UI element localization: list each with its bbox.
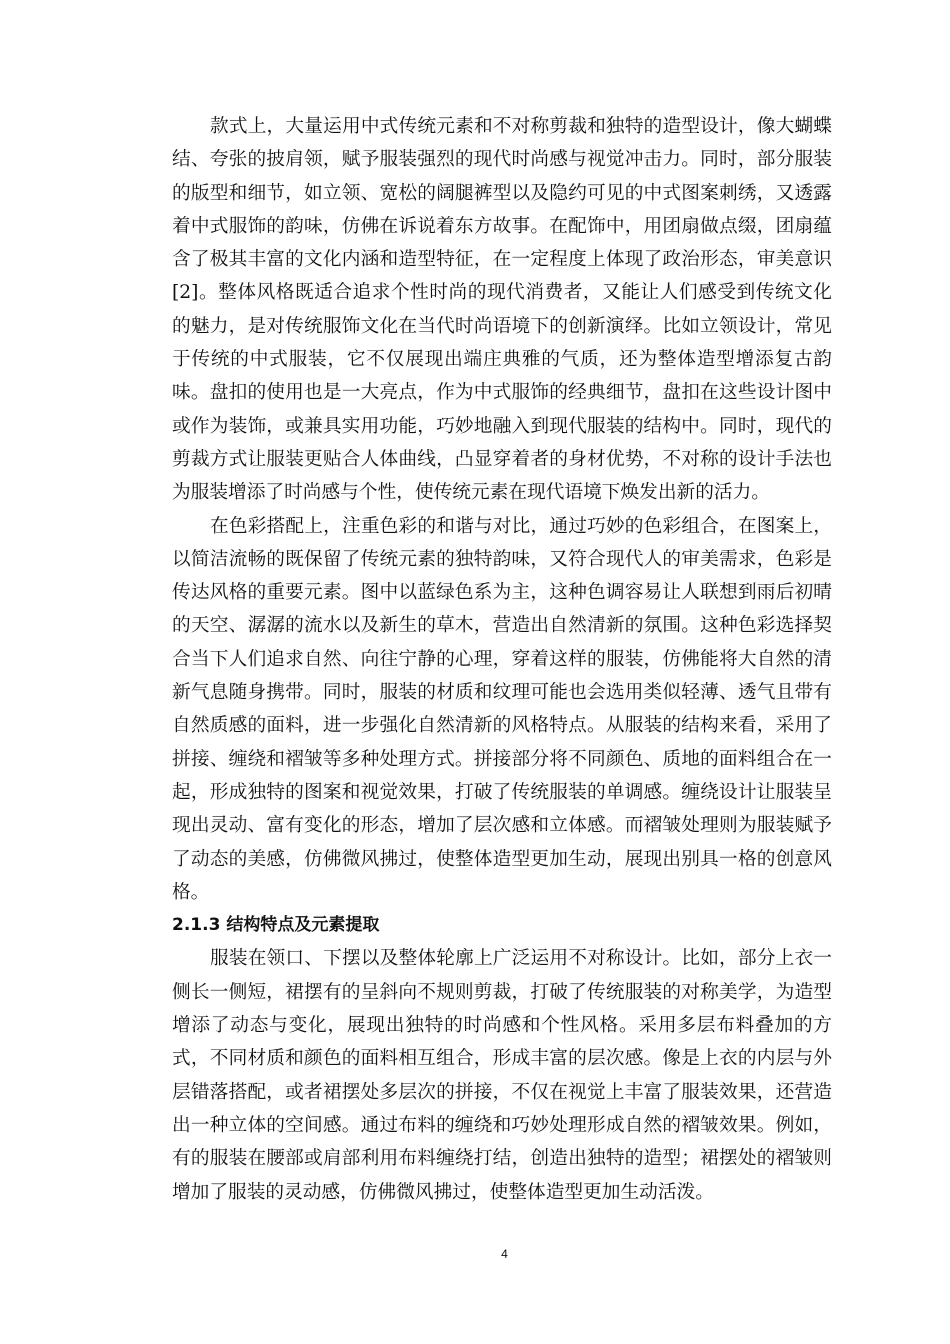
- body-paragraph-structure: 服装在领口、下摆以及整体轮廓上广泛运用不对称设计。比如，部分上衣一侧长一侧短，裙摆有的呈斜向不规则剪裁，打破了传统服装的对称美学，为造型增添了动态与变化，展现出独特的时尚感和个性风格。采用多层布料叠加的方式，不同材质和颜色的面料相互组合，形成丰富的层次感。像是上衣的内层与外层错落搭配，或者裙摆处多层次的拼接，不仅在视觉上丰富了服装效果，还营造出一种立体的空间感。通过布料的缠绕和巧妙处理形成自然的褶皱效果。例如，有的服装在腰部或肩部利用布料缠绕打结，创造出独特的造型；裙摆处的褶皱则增加了服装的灵动感，仿佛微风拂过，使整体造型更加生动活泼。: [172, 948, 832, 1203]
- body-paragraph-color: 在色彩搭配上，注重色彩的和谐与对比，通过巧妙的色彩组合，在图案上，以简洁流畅的既保留了传统元素的独特韵味，又符合现代人的审美需求，色彩是传达风格的重要元素。图中以蓝绿色系为主，这种色调容易让人联想到雨后初晴的天空、潺潺的流水以及新生的草木，营造出自然清新的氛围。这种色彩选择契合当下人们追求自然、向往宁静的心理，穿着这样的服装，仿佛能将大自然的清新气息随身携带。同时，服装的材质和纹理可能也会选用类似轻薄、透气且带有自然质感的面料，进一步强化自然清新的风格特点。从服装的结构来看，采用了拼接、缠绕和褶皱等多种处理方式。拼接部分将不同颜色、质地的面料组合在一起，形成独特的图案和视觉效果，打破了传统服装的单调感。缠绕设计让服装呈现出灵动、富有变化的形态，增加了层次感和立体感。而褶皱处理则为服装赋予了动态的美感，仿佛微风拂过，使整体造型更加生动，展现出别具一格的创意风格。: [172, 515, 832, 903]
- section-heading: 2.1.3 结构特点及元素提取: [172, 915, 380, 936]
- page-number: 4: [501, 1247, 508, 1261]
- body-paragraph-style: 款式上，大量运用中式传统元素和不对称剪裁和独特的造型设计，像大蝴蝶结、夸张的披肩领，赋予服装强烈的现代时尚感与视觉冲击力。同时，部分服装的版型和细节，如立领、宽松的阔腿裤型以及隐约可见的中式图案刺绣，又透露着中式服饰的韵味，仿佛在诉说着东方故事。在配饰中，用团扇做点缀，团扇蕴含了极其丰富的文化内涵和造型特征，在一定程度上体现了政治形态，审美意识[2]。整体风格既适合追求个性时尚的现代消费者，又能让人们感受到传统文化的魅力，是对传统服饰文化在当代时尚语境下的创新演绎。比如立领设计，常见于传统的中式服装，它不仅展现出端庄典雅的气质，还为整体造型增添复古韵味。盘扣的使用也是一大亮点，作为中式服饰的经典细节，盘扣在这些设计图中或作为装饰，或兼具实用功能，巧妙地融入到现代服装的结构中。同时，现代的剪裁方式让服装更贴合人体曲线，凸显穿着者的身材优势，不对称的设计手法也为服装增添了时尚感与个性，使传统元素在现代语境下焕发出新的活力。: [172, 116, 832, 504]
- document-page: [172, 110, 832, 1209]
